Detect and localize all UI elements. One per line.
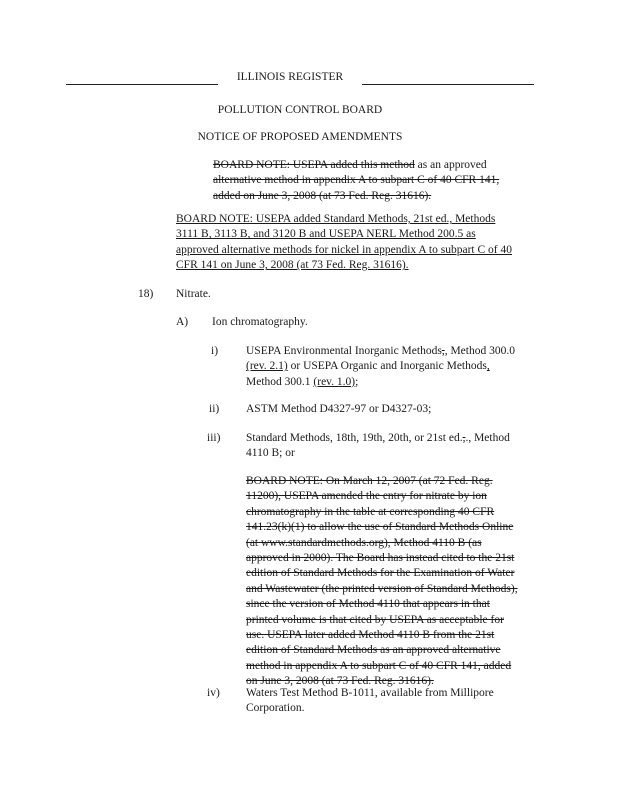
note2-line: approved alternative methods for nickel in appendix A to subpart C of 40 [176, 243, 512, 256]
note3-line: on June 3, 2008 (at 73 Fed. Reg. 31616). [246, 675, 434, 688]
item-iii-text-a: Standard Methods, 18th, 19th, 20th, or 21st ed. [246, 432, 463, 444]
board-note-nitrate-removed [246, 474, 538, 690]
item-i-comma: , [486, 360, 490, 373]
item-iv-text [246, 686, 536, 717]
item-a-letter: A) [176, 316, 189, 328]
note3-line: chromatography in the table at corresponding 40 CFR [246, 505, 495, 518]
item-18-number: 18) [138, 288, 154, 300]
item-i-text-b: , Method 300.0 [444, 345, 515, 357]
item-a-title: Ion chromatography. [212, 316, 308, 328]
board-note-removed [213, 158, 533, 204]
header-rule-left [66, 84, 218, 85]
note3-line: BOARD NOTE: On March 12, 2007 (at 72 Fed. Reg. [246, 475, 493, 487]
item-ii-numeral: ii) [209, 403, 220, 415]
item-iv-line2: Corporation. [246, 702, 305, 715]
item-i-text [246, 344, 536, 390]
item-ii-semicolon: ; [428, 403, 432, 415]
note2-line: CFR 141 on June 3, 2008 (at 73 Fed. Reg. 31616). [176, 259, 409, 272]
item-i-semicolon: ; [355, 375, 359, 388]
item-18-title: Nitrate. [176, 288, 211, 300]
note3-line: edition of Standard Methods as an approved alternative [246, 644, 501, 657]
item-iii-numeral: iii) [207, 432, 221, 444]
item-iii-text [246, 431, 536, 462]
item-i-struck-comma: , [441, 345, 445, 357]
board-title: POLLUTION CONTROL BOARD [217, 104, 383, 116]
item-iv-numeral: iv) [207, 687, 220, 699]
note1-struck-line2: alternative method in appendix A to subpart C of 40 CFR 141, [213, 174, 500, 187]
note3-line: method in appendix A to subpart C of 40 CFR 141, added [246, 659, 512, 672]
item-iv-line1: Waters Test Method B-1011, available from Millipore [246, 687, 494, 699]
item-i-text-c: or USEPA Organic and Inorganic Methods [287, 360, 487, 373]
item-ii-text-a: ASTM Method D4327-97 or D4327-03 [246, 403, 429, 415]
note3-line: and Wastewater (the printed version of Standard Methods), [246, 582, 518, 595]
register-title: ILLINOIS REGISTER [236, 71, 344, 83]
item-i-text-a: USEPA Environmental Inorganic Methods [246, 345, 442, 357]
item-iii-struck-comma: , [462, 432, 466, 444]
note3-line: approved in 2000). The Board has instead cited to the 21st [246, 552, 515, 565]
note1-struck-text: BOARD NOTE: USEPA added this method [213, 159, 415, 171]
note3-line: use. USEPA later added Method 4110 B from the 21st [246, 629, 495, 642]
item-i-text-d: Method 300.1 [246, 375, 314, 388]
note2-line: 3111 B, 3113 B, and 3120 B and USEPA NERL Method 200.5 as [176, 228, 476, 241]
note3-line: 141.23(k)(1) to allow the use of Standard Methods Online [246, 521, 514, 534]
note1-struck-line3: added on June 3, 2008 (at 73 Fed. Reg. 31616). [213, 189, 432, 202]
note2-line: BOARD NOTE: USEPA added Standard Methods, 21st ed., Methods [176, 213, 496, 225]
header-rule-right [362, 84, 534, 85]
item-iii-text-c: 4110 B; or [246, 447, 295, 460]
item-i-numeral: i) [211, 345, 219, 357]
notice-title: NOTICE OF PROPOSED AMENDMENTS [197, 131, 403, 143]
item-ii-text [246, 402, 536, 417]
note3-line: (at www.standardmethods.org), Method 4110 B (as [246, 536, 482, 549]
note3-line: printed volume is that cited by USEPA as acceptable for [246, 613, 504, 626]
item-i-rev-21: (rev. 2.1) [246, 360, 288, 373]
note3-line: edition of Standard Methods for the Examination of Water [246, 567, 515, 580]
item-iii-text-b: ., Method [465, 432, 510, 444]
item-i-rev-10: (rev. 1.0) [313, 375, 356, 388]
board-note-added [176, 212, 532, 274]
note3-line: since the version of Method 4110 that appears in that [246, 598, 490, 611]
note1-text: as an approved [414, 159, 487, 171]
note3-line: 11200), USEPA amended the entry for nitrate by ion [246, 490, 487, 503]
